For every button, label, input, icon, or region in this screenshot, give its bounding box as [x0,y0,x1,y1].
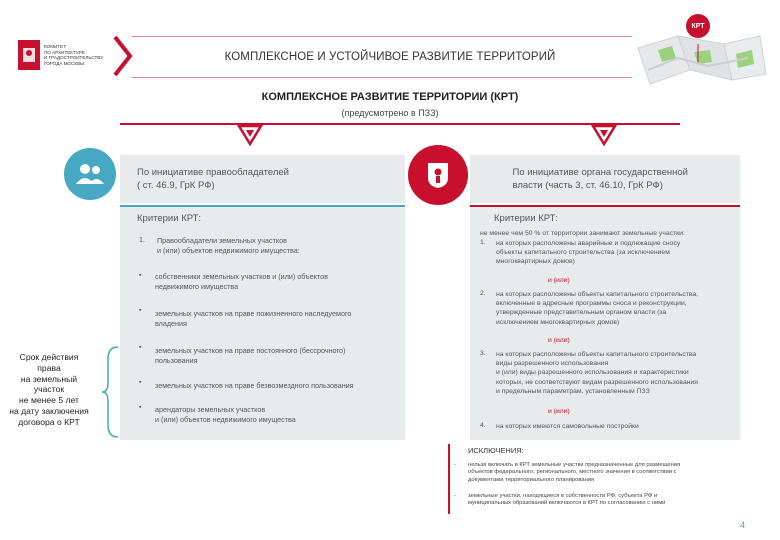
bullet-icon: ▪ [139,272,142,279]
org-name: КОМИТЕТ ПО АРХИТЕКТУРЕ И ГРАДОСТРОИТЕЛЬСТВУ ГОРОДА МОСКВЫ [44,44,104,66]
krt-pin-badge: КРТ [686,14,710,38]
left-panel-body [120,207,405,440]
bullet-icon: ▪ [139,307,142,314]
exclusions-block [448,444,740,514]
list-item: на которых имеются самовольные постройки [496,423,639,430]
list-number: 3. [480,350,486,357]
exclusions-title: ИСКЛЮЧЕНИЯ: [468,446,524,455]
government-emblem-icon [408,145,468,205]
list-item: земельных участков на праве безвозмездного пользования [155,381,354,390]
left-panel-header [120,155,405,203]
arrow-down-icon [237,124,263,146]
people-icon [64,148,116,200]
or-label: и (или) [548,277,570,284]
term-note: Срок действия права на земельный участок не менее 5 лет на дату заключения договора о КРТ [9,352,89,427]
list-number: 1. [480,239,486,246]
right-panel-title-line2: власти (часть 3, ст. 46.10, ГрК РФ) [512,180,663,191]
brace-icon [100,345,120,440]
list-item: собственники земельных участков и (или) объектов недвижимого имущества [155,272,328,291]
bullet-icon: ▪ [139,344,142,351]
bullet-icon: - [454,462,456,468]
left-criteria-label: Критерии КРТ: [137,213,202,224]
arrow-down-icon [591,124,617,146]
list-item: Правообладатели земельных участков и (или) объектов недвижимого имущества: [157,236,300,255]
left-panel-title-line2: ( ст. 46.9, ГрК РФ) [137,180,215,191]
header-divider-bottom [132,77,632,78]
page-number: 4 [740,520,746,530]
main-title: КОМПЛЕКСНОЕ РАЗВИТИЕ ТЕРРИТОРИИ (КРТ) [261,91,519,103]
list-item: нельзя включать в КРТ земельные участки предназначенные для размещения объектов федерального, регионального, местного значения в соответствии с документами территориального планирования [468,462,681,483]
list-item: на которых расположены аварийные и подлежащие сносу объекты капитального строительства (за исключением многоквартирных домов) [496,240,681,266]
header-divider-top [132,36,632,37]
list-item: арендаторы земельных участков и (или) объектов недвижимого имущества [155,405,296,424]
right-panel-title-line1: По инициативе органа государственной [512,167,688,178]
right-intro: не менее чем 50 % от территории занимают земельные участки: [480,230,685,237]
or-label: и (или) [548,408,570,415]
main-subtitle: (предусмотрено в ПЗЗ) [341,108,439,118]
moscow-emblem-logo [18,40,40,70]
list-item: земельные участки, находящиеся в собственности РФ, субъекта РФ и муниципальных образований включаются в КРТ по согласованию с ними [468,493,666,507]
list-item: земельных участков на праве пожизненного наследуемого владения [155,309,352,328]
right-panel-body [470,207,740,440]
list-number: 4. [480,422,486,429]
list-number: 1. [139,235,145,244]
list-item: на которых расположены объекты капитального строительства виды разрешенного использования и (или) виды разрешенного использования и характеристики которых, не соответствуют видам разрешенного использования и предельным параметрам, установленным ПЗЗ [496,351,698,395]
bullet-icon: - [454,493,456,499]
header-title: КОМПЛЕКСНОЕ И УСТОЙЧИВОЕ РАЗВИТИЕ ТЕРРИТОРИЙ [224,51,556,63]
list-item: земельных участков на праве постоянного (бессрочного) пользования [155,346,346,365]
list-item: на которых расположены объекты капитального строительства, включенные в адресные программы сноса и реконструкции, утвержденные представительным органом власти (за исключением многоквартирных домов) [496,291,699,326]
right-criteria-label: Критерии КРТ: [494,213,559,224]
right-panel-header [470,155,740,203]
or-label: и (или) [548,337,570,344]
bullet-icon: ▪ [139,404,142,411]
list-number: 2. [480,290,486,297]
left-panel-title-line1: По инициативе правообладателей [137,167,289,178]
bullet-icon: ▪ [139,379,142,386]
